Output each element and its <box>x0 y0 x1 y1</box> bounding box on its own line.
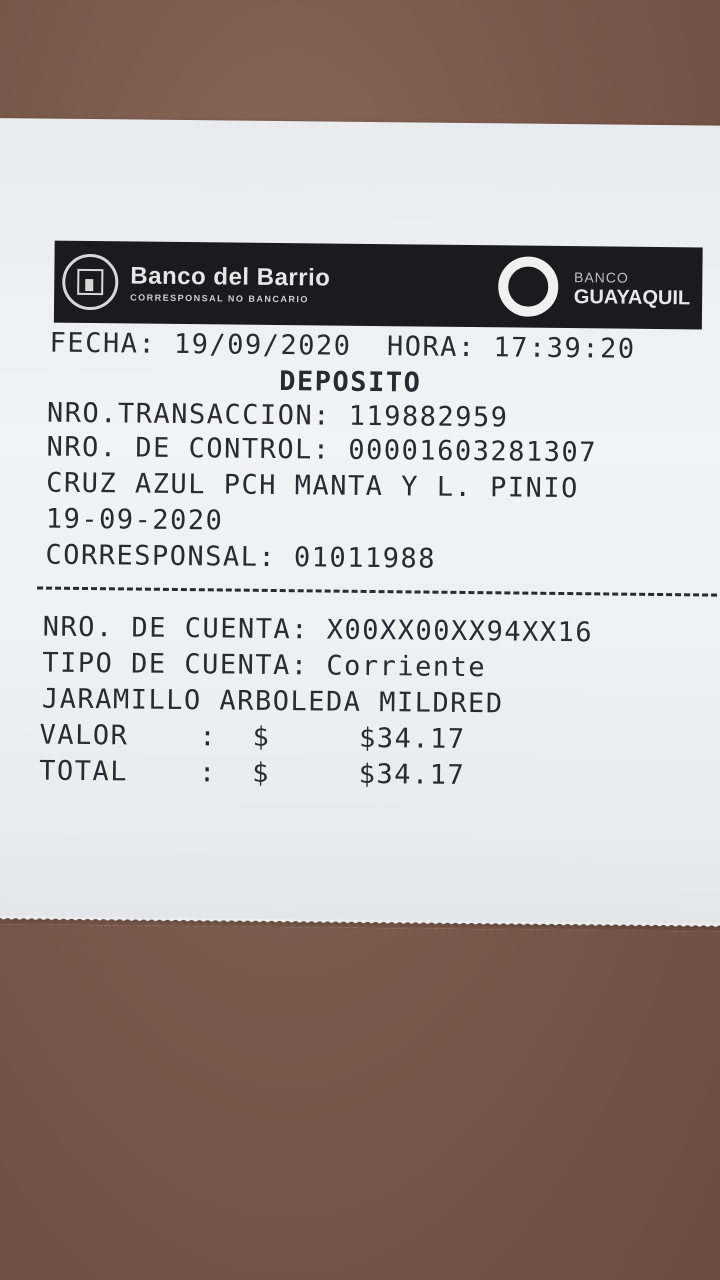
account-holder: JARAMILLO ARBOLEDA MILDRED <box>41 683 504 720</box>
banco-del-barrio-brand <box>130 262 330 304</box>
corresponsal-line: CORRESPONSAL: 01011988 <box>45 539 437 575</box>
banco-guayaquil-small: BANCO <box>573 269 629 286</box>
location-line: CRUZ AZUL PCH MANTA Y L. PINIO <box>46 467 579 505</box>
receipt-header <box>54 241 703 330</box>
fecha-hora-line: FECHA: 19/09/2020 HORA: 17:39:20 <box>49 327 636 365</box>
banco-guayaquil-name: GUAYAQUIL <box>573 286 691 310</box>
total-line: TOTAL : $ $34.17 <box>39 755 466 791</box>
banco-del-barrio-logo-icon <box>62 254 119 311</box>
receipt-title: DEPOSITO <box>279 366 422 399</box>
banco-del-barrio-subtitle: CORRESPONSAL NO BANCARIO <box>130 292 310 305</box>
date-line: 19-09-2020 <box>45 503 224 537</box>
transaction-number: NRO.TRANSACCION: 119882959 <box>46 397 509 434</box>
dashed-separator <box>37 586 717 596</box>
banco-guayaquil-logo-icon <box>498 256 559 317</box>
banco-guayaquil-brand <box>574 267 691 308</box>
receipt-paper <box>0 118 720 926</box>
account-number: NRO. DE CUENTA: X00XX00XX94XX16 <box>42 611 594 649</box>
account-type: TIPO DE CUENTA: Corriente <box>42 647 487 684</box>
banco-del-barrio-name: Banco del Barrio <box>130 262 331 292</box>
control-number: NRO. DE CONTROL: 00001603281307 <box>46 431 598 469</box>
valor-line: VALOR : $ $34.17 <box>39 719 466 755</box>
